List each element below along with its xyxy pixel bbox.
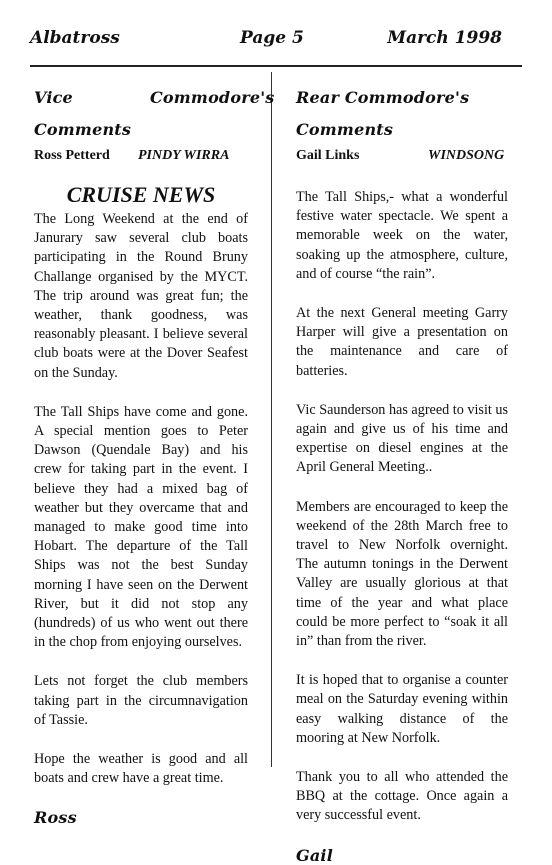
column-title [34, 88, 275, 114]
vice-commodore-column [34, 88, 275, 828]
rear-commodore-column [296, 88, 508, 865]
author-name: Gail Links [296, 148, 360, 163]
signature: Gail [296, 845, 333, 865]
boat-name: PINDY WIRRA [138, 148, 230, 163]
paragraph: The Tall Ships have come and gone. A special mention goes to Peter Dawson (Quendale Bay) and his crew for taking part in the event. I believe they had a mixed bag of weather but they overcame that and managed to make good time into Hobart. The departure of the Tall Ships was not the best Sunday morning I have seen on the Derwent River, but it did not stop any (hundreds) of us who went out there in the chop from enjoying ourselves. [34, 403, 248, 651]
paragraph: It is hoped that to organise a counter meal on the Saturday evening within easy walking distance of the mooring at New Norfolk. [296, 672, 508, 746]
title-word-comments: Comments [34, 120, 132, 139]
paragraph: At the next General meeting Garry Harper will give a presentation on the maintenance and care of batteries. [296, 305, 508, 379]
column-title: Rear Commodore's [296, 88, 470, 107]
column-divider [271, 72, 272, 767]
paragraph: The Long Weekend at the end of Janurary saw several club boats participating in the Round Bruny Challange organised by the MYCT. The trip around was great fun; the weather, thank goodness, was reasonably pleasant. I believe several club boats were at the Dover Seafest on the Sunday. [34, 211, 248, 381]
cruise-news-headline: CRUISE NEWS [66, 182, 216, 207]
newsletter-title: Albatross [30, 28, 120, 48]
byline [296, 148, 508, 166]
paragraph: Members are encouraged to keep the weekend of the 28th March free to travel to New Norfolk overnight. The autumn tonings in the Derwent Valley are usually glorious at that time of the year and what place could be more perfect to “soak it all in” than from the river. [296, 498, 508, 650]
boat-name: WINDSONG [428, 148, 505, 163]
page-number: Page 5 [240, 28, 304, 48]
paragraph: Thank you to all who attended the BBQ at the cottage. Once again a very successful event. [296, 769, 508, 824]
signature: Ross [34, 808, 77, 828]
title-word-comments: Comments [296, 120, 394, 139]
byline [34, 148, 248, 166]
paragraph: Hope the weather is good and all boats and crew have a great time. [34, 751, 248, 787]
title-word-vice: Vice [34, 88, 73, 107]
issue-date: March 1998 [387, 28, 502, 48]
header-rule [30, 65, 522, 67]
title-word-commodores: Commodore's [150, 88, 275, 107]
paragraph: The Tall Ships,- what a wonderful festive water spectacle. We spent a memorable week on the water, soaking up the atmosphere, culture, and of course “the rain”. [296, 189, 508, 282]
paragraph: Lets not forget the club members taking part in the circumnavigation of Tassie. [34, 673, 248, 728]
page-header [30, 28, 522, 50]
author-name: Ross Petterd [34, 148, 110, 163]
paragraph: Vic Saunderson has agreed to visit us again and give us of his time and expertise on diesel engines at the April General Meeting.. [296, 401, 508, 476]
